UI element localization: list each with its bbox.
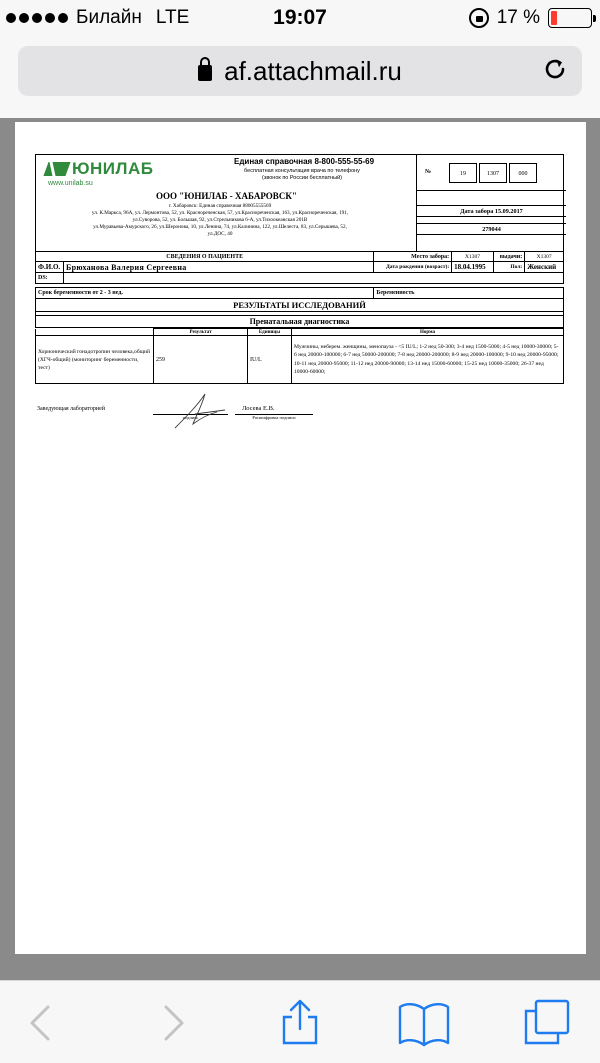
logo-url: www.unilab.su [48,180,93,187]
order-id: 279044 [417,223,566,235]
pdf-page [15,122,586,954]
forward-button[interactable] [148,999,196,1047]
handwritten-signature [165,390,235,432]
hotline-sub: бесплатная консультация врача по телефону (звонок по России бесплатный) [244,168,360,181]
clock: 19:07 [273,6,327,29]
test-norm: Мужчины, неберем. женщины, менопауза - <5 IU/L; 1-2 нед 50-300; 3-4 нед 1500-5000; 4-5 нед 10000-30000; 5-6 нед 20000-100000; 6-7 нед 50000-200000; 7-8 нед 20000-200000; 8-9 нед 20000-100000; 9-10 нед 20000-95000; 10-11 нед 20000-95000; 11-12 нед 20000-90000; 13-14 нед 15000-60000; 15-25 нед 10000-35000; 26-37 нед 10000-60000; [292,336,564,384]
col-norm: Норма [292,329,564,336]
network-type: LTE [155,7,190,28]
battery-percent: 17 % [496,7,540,28]
collection-date: Дата забора 15.09.2017 [417,205,566,217]
report-header [35,154,564,251]
share-icon [276,999,324,1047]
pregnancy-term: Срок беременности от 2 - 3 нед. [36,288,374,299]
book-icon [398,999,450,1047]
org-name: ООО "ЮНИЛАБ - ХАБАРОВСК" [156,191,297,201]
hotline: Единая справочная 8-800-555-55-69 [234,157,375,166]
url-text[interactable]: af.attachmail.ru [224,56,402,86]
bookmarks-button[interactable] [398,999,446,1047]
web-content[interactable] [0,118,600,980]
test-name: Хорионический гонадотропин человека,общий (ХГЧ-общий) (мониторинг беременности, тест) [36,336,154,384]
address-bar[interactable] [18,46,582,96]
back-button[interactable] [18,999,66,1047]
order-number: № 19 1307 000 [417,155,566,191]
order-info [416,155,565,252]
col-result: Результат [154,329,248,336]
status-bar [0,0,600,38]
share-button[interactable] [276,999,324,1047]
test-units: IU/L [248,336,292,384]
battery-level [551,11,557,25]
status-right [469,7,592,29]
reload-icon[interactable] [542,56,568,87]
logo-mark-icon [43,162,70,176]
tabs-button[interactable] [522,999,570,1047]
battery-icon [548,8,592,28]
unilab-logo: ЮНИЛАБ [46,159,153,179]
patient-section-title: СВЕДЕНИЯ О ПАЦИЕНТЕ [36,252,374,262]
signature-block: Заведующая лабораторией подпись Лосева Е.В. Расшифровка подписи [35,392,564,432]
table-row [36,336,564,384]
tabs-icon [522,999,570,1047]
chevron-right-icon [148,999,196,1047]
patient-sex: Женский [525,262,564,273]
results-table [35,328,564,384]
patient-name: Брюханова Валерия Сергеевна [64,262,374,273]
lock-icon [198,65,212,81]
patient-table: СВЕДЕНИЯ О ПАЦИЕНТЕ Место забора: Х1307 выдачи: Х1307 Ф.И.О. Брюханова Валерия Сергеевна Дата рождения (возраст): 18.04.1995 Пол: Женский DS: Срок беременности от 2 - 3 нед. Беременность РЕЗУЛЬТАТЫ ИССЛЕДОВАНИЙ Пренатальная диагностика [35,251,564,328]
carrier-name: Билайн [76,7,142,28]
addresses: г. Хабаровск: Единая справочная 88005555569 ул. К.Маркса, 96А, ул. Лермонтова, 52, ул. Краснореченская, 57, ул.Краснореченская, 163, ул.Краснореченская, 191, ул.Суворова, 52, ул. Большая, 92, ул.Стрельникова 6-А, ул.Тихоокеанская 201В ул.Муравьева-Амурского, 26, ул.Шеронова, 10, ул.Ленина, 74, ул.Калинина, 122, ул.Шелеста, 83, ул.Серышева, 52, ул.ДОС, 40 [91,203,349,237]
chevron-left-icon [18,999,66,1047]
results-title: РЕЗУЛЬТАТЫ ИССЛЕДОВАНИЙ [36,299,564,312]
patient-dob: 18.04.1995 [452,262,494,273]
col-units: Единицы [248,329,292,336]
browser-toolbar [0,980,600,1063]
subsection-title: Пренатальная диагностика [36,316,564,328]
test-result: 259 [154,336,248,384]
orientation-lock-icon [469,8,489,28]
lab-report [35,154,564,432]
